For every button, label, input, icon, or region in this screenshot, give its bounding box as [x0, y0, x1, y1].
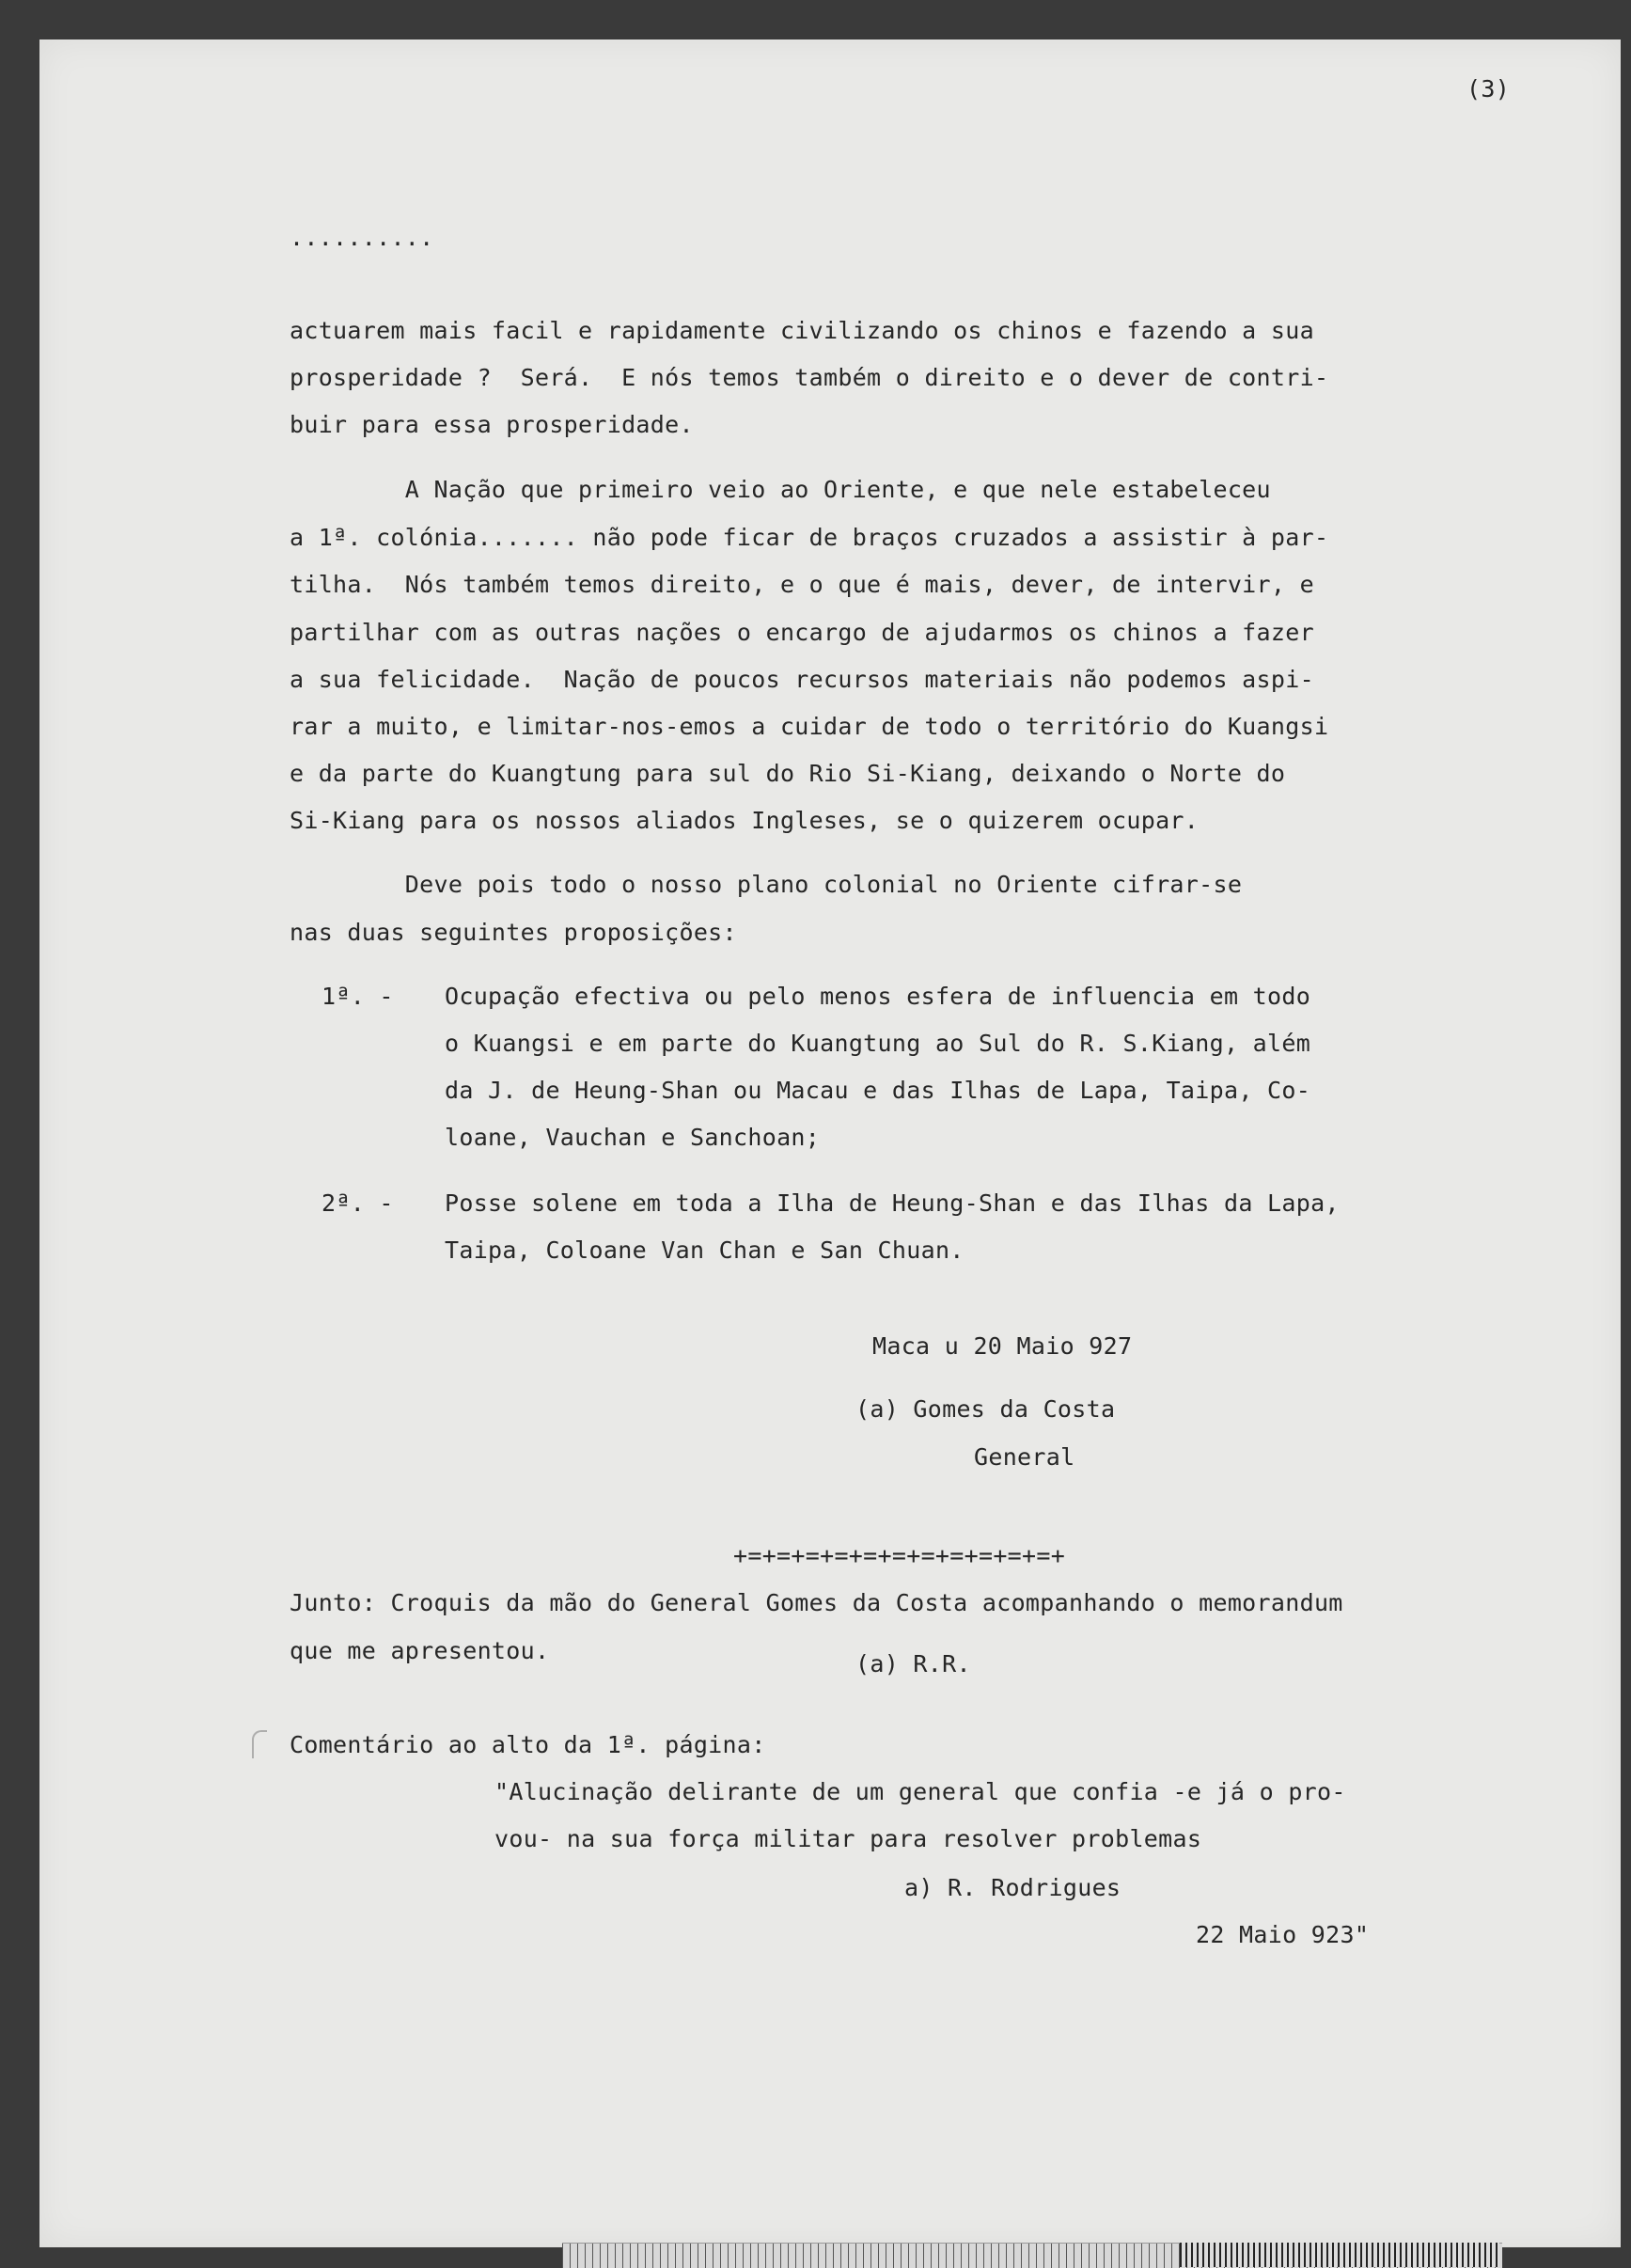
paragraph-2-line: partilhar com as outras nações o encargo de ajudarmos os chinos a fazer [290, 619, 1314, 646]
signature-name: (a) Gomes da Costa [855, 1395, 1116, 1423]
item-2-line: Taipa, Coloane Van Chan e San Chuan. [445, 1236, 964, 1264]
separator-line: +=+=+=+=+=+=+=+=+=+=+=+ [733, 1542, 1066, 1569]
item-1-line: Ocupação efectiva ou pelo menos esfera de influencia em todo [445, 983, 1311, 1010]
item-2-marker: 2ª. - [321, 1189, 394, 1217]
junto-signature: (a) R.R. [855, 1650, 971, 1677]
comment-heading: Comentário ao alto da 1ª. página: [290, 1731, 766, 1758]
item-1-line: loane, Vauchan e Sanchoan; [445, 1124, 821, 1151]
junto-line: que me apresentou. [290, 1637, 550, 1664]
page-number: (3) [1466, 75, 1511, 102]
paragraph-2-line: a sua felicidade. Nação de poucos recursos materiais não podemos aspi- [290, 666, 1314, 693]
item-2-line: Posse solene em toda a Ilha de Heung-Shan e das Ilhas da Lapa, [445, 1189, 1340, 1217]
comment-line: "Alucinação delirante de um general que confia -e já o pro- [494, 1778, 1346, 1805]
item-1-line: o Kuangsi e em parte do Kuangtung ao Sul do R. S.Kiang, além [445, 1030, 1311, 1057]
paragraph-1-line: buir para essa prosperidade. [290, 411, 694, 438]
signature-rank: General [974, 1443, 1075, 1471]
ellipsis-top: .......... [290, 224, 434, 251]
paragraph-3-line: nas duas seguintes proposições: [290, 919, 737, 946]
paragraph-1-line: actuarem mais facil e rapidamente civilizando os chinos e fazendo a sua [290, 317, 1314, 344]
paragraph-3-line: Deve pois todo o nosso plano colonial no Oriente cifrar-se [290, 871, 1243, 898]
junto-line: Junto: Croquis da mão do General Gomes da Costa acompanhando o memorandum [290, 1589, 1343, 1616]
paragraph-2-line: Si-Kiang para os nossos aliados Ingleses, se o quizerem ocupar. [290, 807, 1200, 834]
item-1-marker: 1ª. - [321, 983, 394, 1010]
paragraph-2-line: A Nação que primeiro veio ao Oriente, e que nele estabeleceu [290, 476, 1271, 503]
paragraph-2-line: rar a muito, e limitar-nos-emos a cuidar de todo o território do Kuangsi [290, 713, 1329, 740]
scan-ruler-dark [1180, 2243, 1499, 2267]
signature-place-date: Maca u 20 Maio 927 [872, 1332, 1133, 1360]
comment-date: 22 Maio 923" [1196, 1921, 1370, 1948]
paragraph-1-line: prosperidade ? Será. E nós temos também o direito e o dever de contri- [290, 364, 1329, 391]
comment-line: vou- na sua força militar para resolver problemas [494, 1825, 1202, 1852]
paragraph-2-line: tilha. Nós também temos direito, e o que é mais, dever, de intervir, e [290, 571, 1314, 598]
item-1-line: da J. de Heung-Shan ou Macau e das Ilhas de Lapa, Taipa, Co- [445, 1077, 1311, 1104]
paragraph-2-line: a 1ª. colónia....... não pode ficar de braços cruzados a assistir à par- [290, 524, 1329, 551]
paragraph-2-line: e da parte do Kuangtung para sul do Rio Si-Kiang, deixando o Norte do [290, 760, 1286, 787]
margin-mark [252, 1730, 267, 1758]
comment-signature: a) R. Rodrigues [904, 1874, 1121, 1901]
